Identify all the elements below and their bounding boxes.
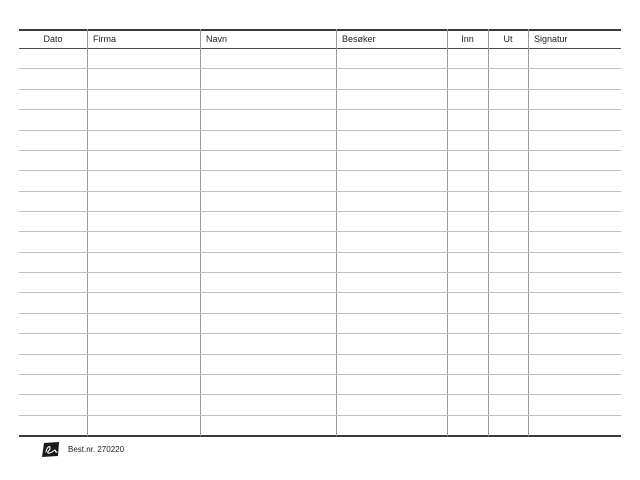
- row-line: [19, 68, 621, 69]
- row-line: [19, 415, 621, 416]
- column-header-inn: Inn: [461, 34, 474, 44]
- order-number: Best.nr. 270220: [68, 444, 125, 454]
- column-divider: [488, 29, 489, 436]
- row-line: [19, 333, 621, 334]
- column-header-ut: Ut: [503, 34, 513, 44]
- row-line: [19, 150, 621, 151]
- row-line: [19, 354, 621, 355]
- row-line: [19, 252, 621, 253]
- row-line: [19, 292, 621, 293]
- row-line: [19, 130, 621, 131]
- column-header-besoker: Besøker: [342, 34, 376, 44]
- form-footer: [42, 441, 124, 457]
- column-header-signatur: Signatur: [534, 34, 568, 44]
- row-line: [19, 191, 621, 192]
- column-divider: [87, 29, 88, 436]
- row-line: [19, 394, 621, 395]
- column-divider: [528, 29, 529, 436]
- column-header-dato: Dato: [43, 34, 63, 44]
- row-line: [19, 109, 621, 110]
- column-divider: [447, 29, 448, 436]
- row-line: [19, 170, 621, 171]
- column-divider: [200, 29, 201, 436]
- row-line: [19, 313, 621, 314]
- visitor-log-table: [19, 29, 621, 436]
- row-line: [19, 211, 621, 212]
- column-divider: [336, 29, 337, 436]
- table-header-border: [19, 48, 621, 49]
- row-line: [19, 374, 621, 375]
- row-line: [19, 89, 621, 90]
- row-line: [19, 272, 621, 273]
- table-bottom-border: [19, 435, 621, 437]
- row-line: [19, 231, 621, 232]
- column-header-navn: Navn: [206, 34, 228, 44]
- column-header-firma: Firma: [93, 34, 116, 44]
- brand-logo-icon: [42, 442, 60, 457]
